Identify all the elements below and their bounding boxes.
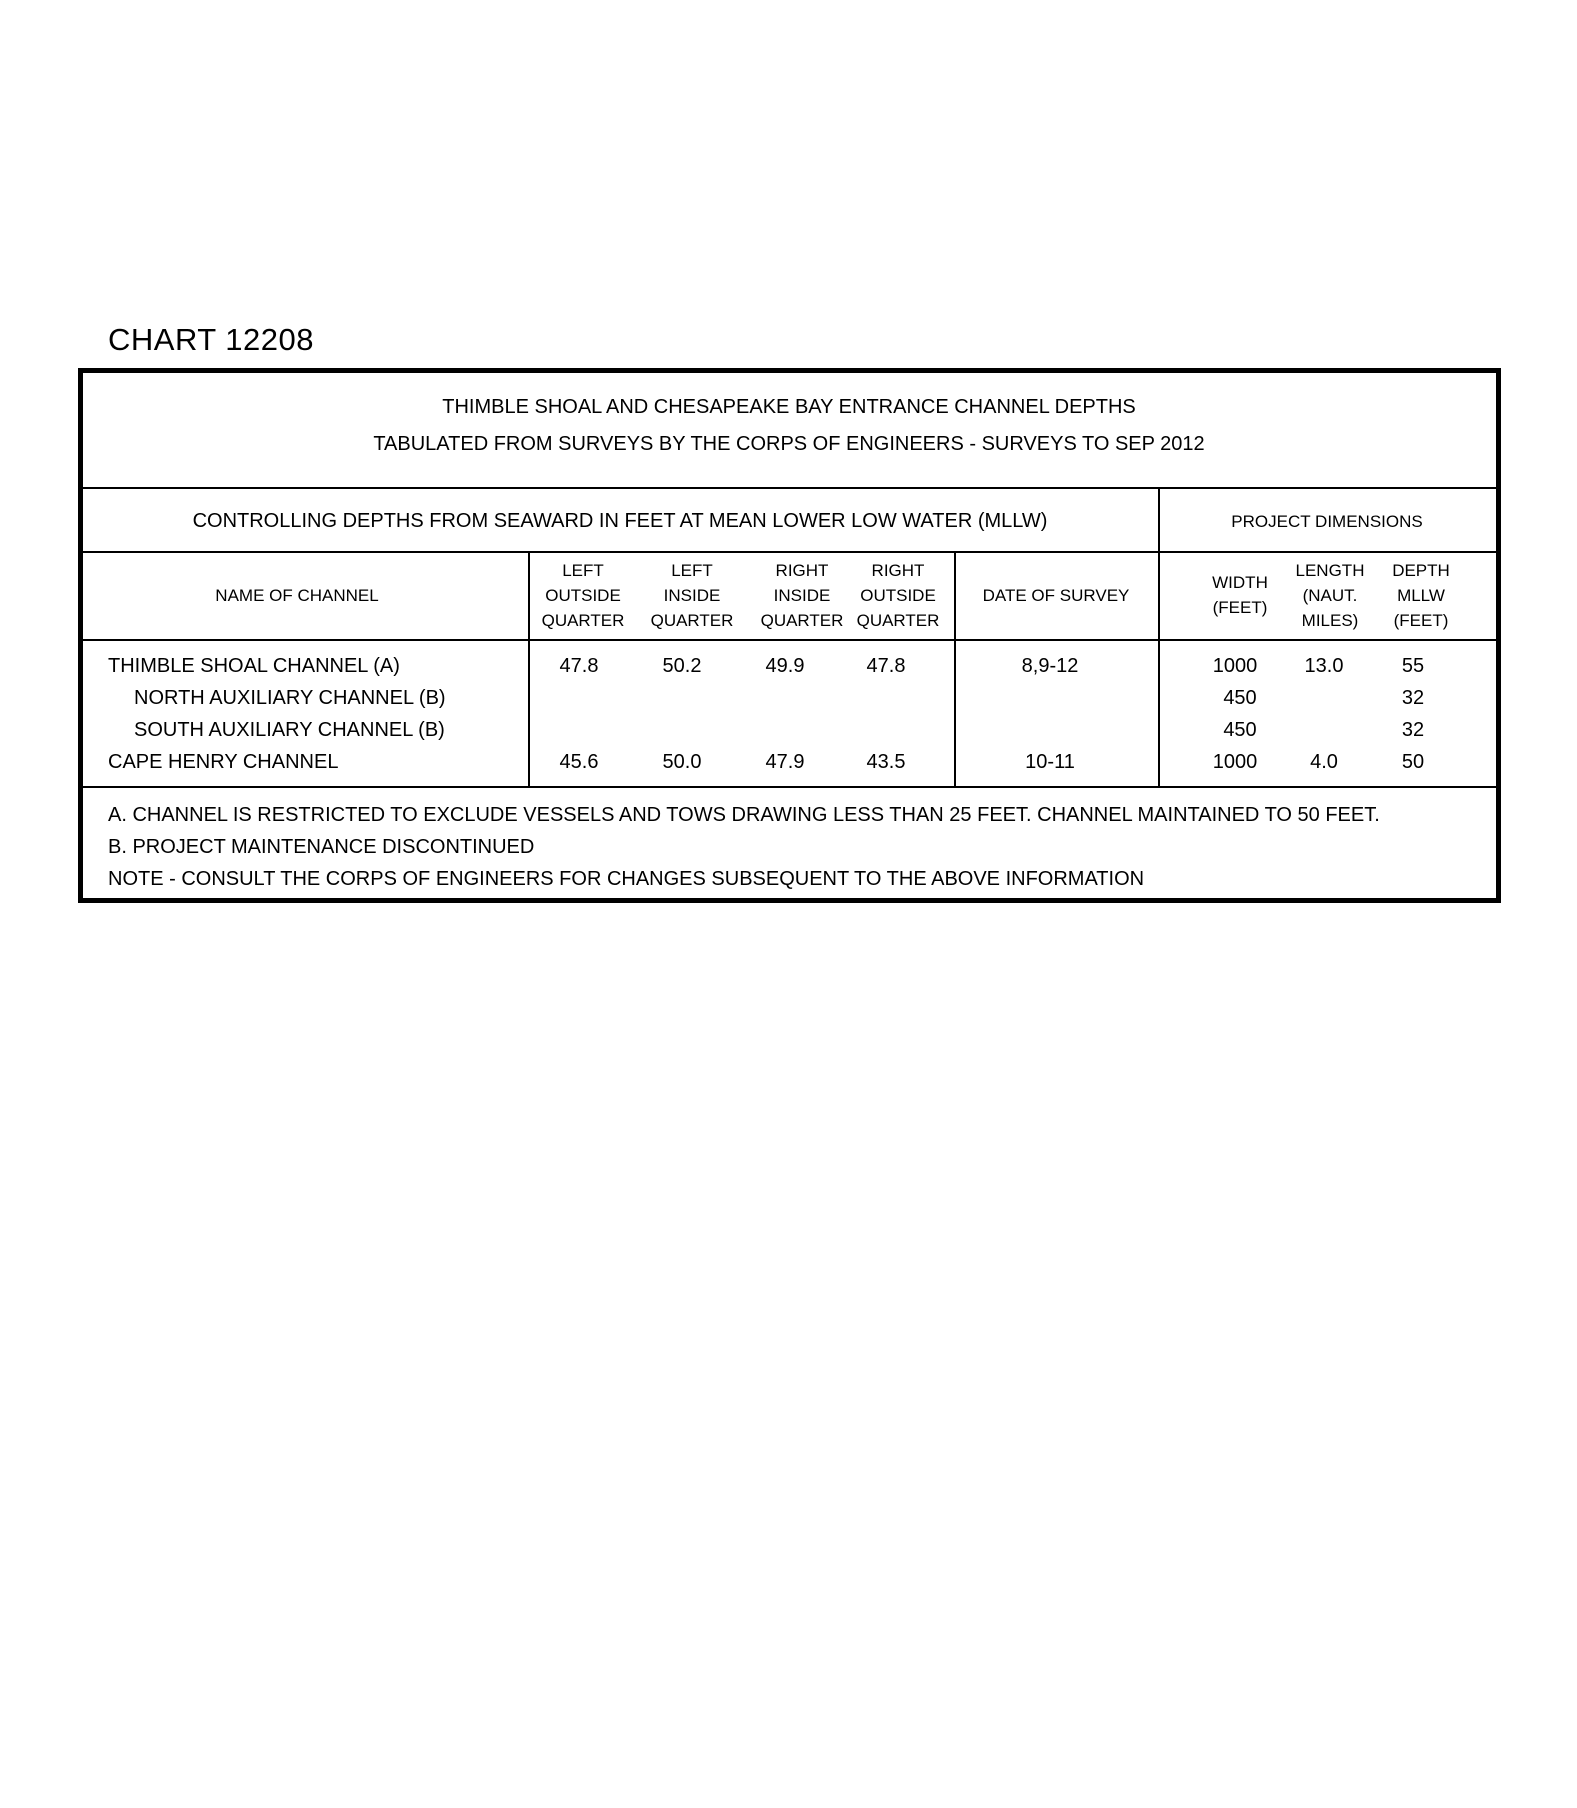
row-name: CAPE HENRY CHANNEL (108, 751, 339, 773)
col-header-length: LENGTH (NAUT. MILES) (1295, 561, 1365, 630)
rule-date-left (954, 551, 956, 786)
rule-project-left (1158, 487, 1160, 786)
col-header-left-inside: LEFT INSIDE QUARTER (650, 561, 734, 630)
cell-depth: 50 (1401, 751, 1425, 773)
cell-width: 1000 (1212, 655, 1258, 677)
channel-depths-table (78, 368, 1501, 903)
cell-left-inside: 50.0 (662, 751, 702, 773)
table-subtitle: TABULATED FROM SURVEYS BY THE CORPS OF ENGINEERS - SURVEYS TO SEP 2012 (373, 433, 1205, 455)
project-dimensions-header: PROJECT DIMENSIONS (1231, 512, 1423, 531)
cell-right-outside: 43.5 (866, 751, 906, 773)
cell-date: 10-11 (1025, 751, 1075, 773)
footnote-b: B. PROJECT MAINTENANCE DISCONTINUED (108, 836, 535, 858)
col-header-depth: DEPTH MLLW (FEET) (1392, 561, 1450, 630)
row-name: SOUTH AUXILIARY CHANNEL (B) (134, 719, 445, 741)
col-header-right-outside: RIGHT OUTSIDE QUARTER (856, 561, 940, 630)
rule-above-notes (83, 786, 1496, 788)
row-name: NORTH AUXILIARY CHANNEL (B) (134, 687, 446, 709)
cell-depth: 32 (1401, 719, 1425, 741)
chart-label: CHART 12208 (108, 322, 314, 357)
row-name: THIMBLE SHOAL CHANNEL (A) (108, 655, 400, 677)
cell-right-outside: 47.8 (866, 655, 906, 677)
cell-left-outside: 47.8 (559, 655, 599, 677)
rule-below-title (83, 487, 1496, 489)
cell-length: 13.0 (1304, 655, 1344, 677)
cell-right-inside: 47.9 (765, 751, 805, 773)
col-header-name: NAME OF CHANNEL (215, 586, 379, 605)
rule-below-group-header (83, 551, 1496, 553)
col-header-left-outside: LEFT OUTSIDE QUARTER (541, 561, 625, 630)
cell-width: 450 (1223, 719, 1257, 741)
cell-date: 8,9-12 (1021, 655, 1079, 677)
rule-below-column-headers (83, 639, 1496, 641)
table-title: THIMBLE SHOAL AND CHESAPEAKE BAY ENTRANCE CHANNEL DEPTHS (442, 396, 1136, 418)
cell-length: 4.0 (1310, 751, 1338, 773)
cell-right-inside: 49.9 (765, 655, 805, 677)
cell-width: 450 (1223, 687, 1257, 709)
cell-width: 1000 (1212, 751, 1258, 773)
controlling-depths-header: CONTROLLING DEPTHS FROM SEAWARD IN FEET AT MEAN LOWER LOW WATER (MLLW) (192, 510, 1048, 532)
footnote-a: A. CHANNEL IS RESTRICTED TO EXCLUDE VESSELS AND TOWS DRAWING LESS THAN 25 FEET. CHANNEL MAINTAINED TO 50 FEET. (108, 804, 1380, 826)
cell-depth: 55 (1401, 655, 1425, 677)
col-header-right-inside: RIGHT INSIDE QUARTER (760, 561, 844, 630)
cell-left-inside: 50.2 (662, 655, 702, 677)
cell-left-outside: 45.6 (559, 751, 599, 773)
col-header-date: DATE OF SURVEY (982, 586, 1130, 605)
cell-depth: 32 (1401, 687, 1425, 709)
general-note: NOTE - CONSULT THE CORPS OF ENGINEERS FOR CHANGES SUBSEQUENT TO THE ABOVE INFORMATION (108, 868, 1145, 890)
rule-name-column (528, 551, 530, 786)
col-header-width: WIDTH (FEET) (1212, 573, 1268, 617)
